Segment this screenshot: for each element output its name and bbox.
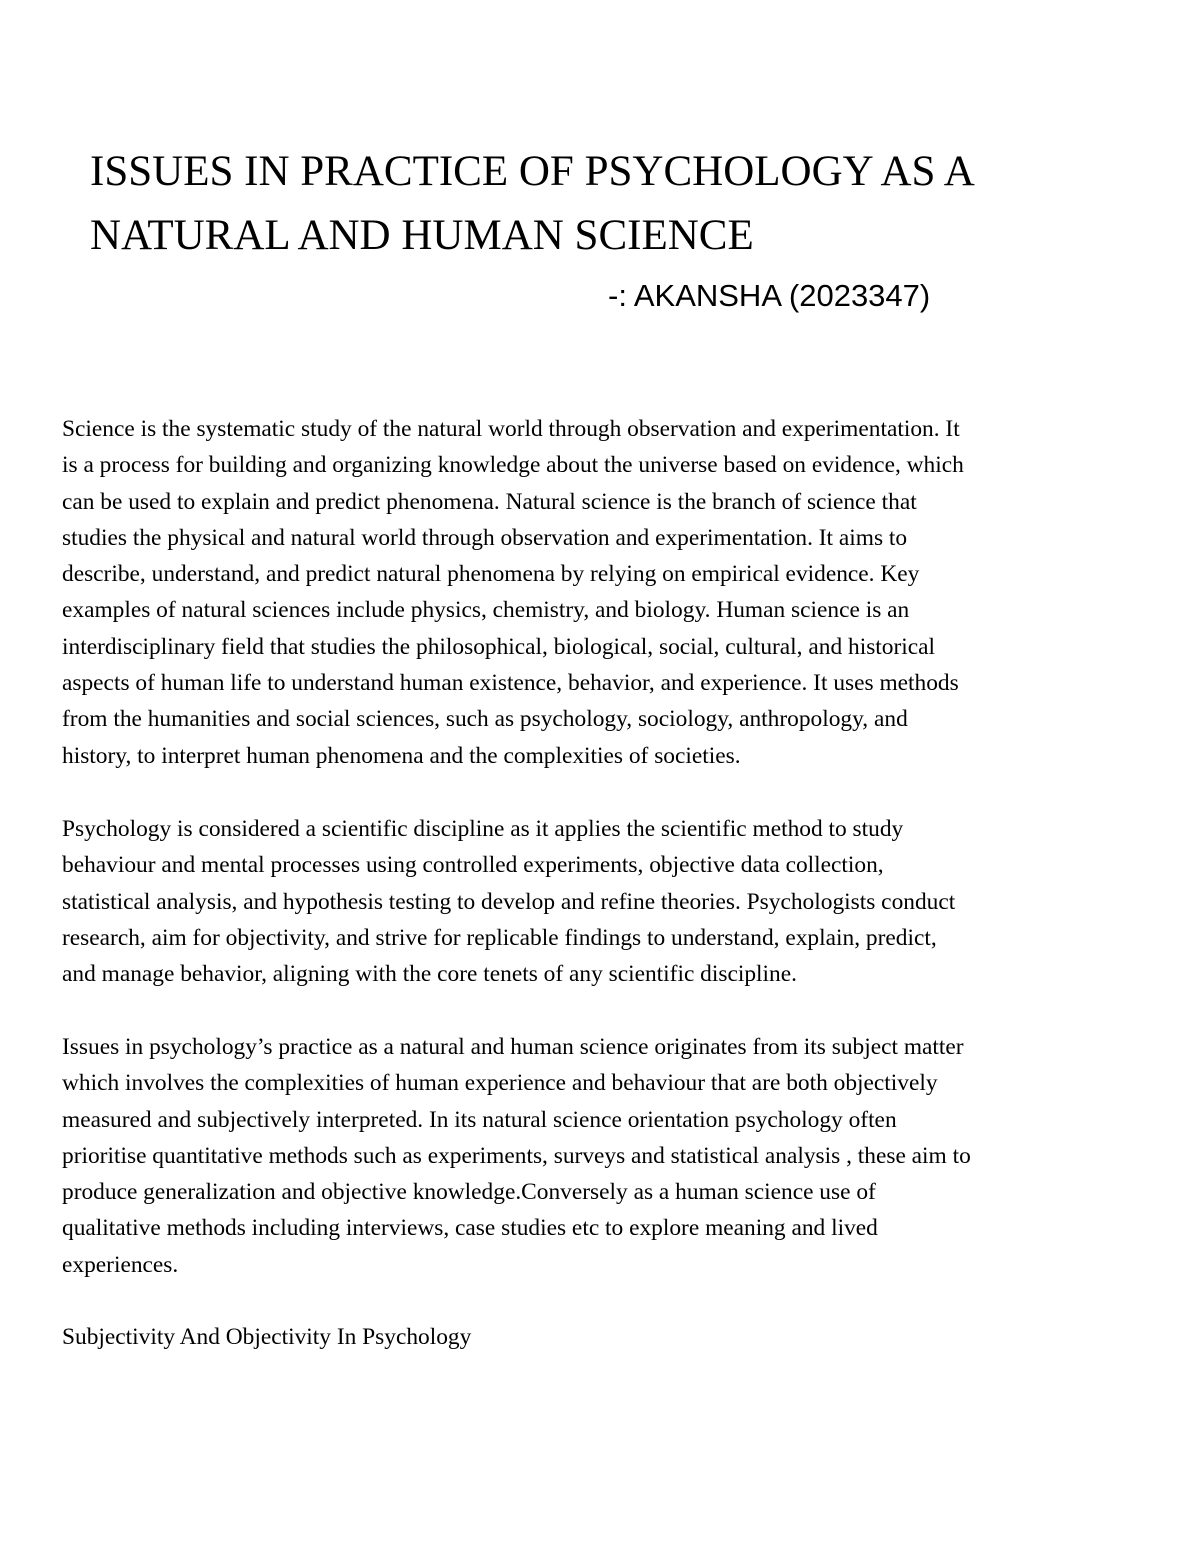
paragraph-line: interdisciplinary field that studies the philosophical, biological, social, cultural, and historical xyxy=(62,633,936,660)
paragraph-line: research, aim for objectivity, and strive for replicable findings to understand, explain, predict, xyxy=(62,924,937,951)
paragraph-line: prioritise quantitative methods such as experiments, surveys and statistical analysis , these aim to xyxy=(62,1142,971,1169)
paragraph-line: which involves the complexities of human experience and behaviour that are both objectively xyxy=(62,1070,938,1097)
paragraph-line: Science is the systematic study of the natural world through observation and experimentation. It xyxy=(62,416,960,442)
paragraph-line: from the humanities and social sciences, such as psychology, sociology, anthropology, and xyxy=(62,706,908,733)
paragraph-line: experiences. xyxy=(62,1251,179,1278)
paragraph-line: and manage behavior, aligning with the core tenets of any scientific discipline. xyxy=(62,961,797,988)
paragraph-line: can be used to explain and predict phenomena. Natural science is the branch of science that xyxy=(62,488,917,515)
paragraph-line: produce generalization and objective knowledge.Conversely as a human science use of xyxy=(62,1179,876,1206)
paragraph-line: aspects of human life to understand human existence, behavior, and experience. It uses methods xyxy=(62,670,959,697)
paragraph-line: examples of natural sciences include physics, chemistry, and biology. Human science is an xyxy=(62,597,910,624)
paragraph-line: describe, understand, and predict natural phenomena by relying on empirical evidence. Key xyxy=(62,561,920,588)
paragraph-line: history, to interpret human phenomena and the complexities of societies. xyxy=(62,742,741,769)
title-line: ISSUES IN PRACTICE OF PSYCHOLOGY AS A xyxy=(90,148,975,195)
paragraph-line: Psychology is considered a scientific discipline as it applies the scientific method to study xyxy=(62,816,904,842)
paragraph-line: Issues in psychology’s practice as a natural and human science originates from its subject matter xyxy=(62,1034,964,1060)
section-heading-text: Subjectivity And Objectivity In Psychology xyxy=(62,1324,472,1350)
paragraph-line: statistical analysis, and hypothesis testing to develop and refine theories. Psychologists conduct xyxy=(62,888,956,915)
title-line: NATURAL AND HUMAN SCIENCE xyxy=(90,212,754,259)
paragraph-line: is a process for building and organizing knowledge about the universe based on evidence, which xyxy=(62,452,964,479)
section-heading xyxy=(62,1319,1152,1355)
document-title xyxy=(90,140,1150,268)
paragraph-line: qualitative methods including interviews, case studies etc to explore meaning and lived xyxy=(62,1215,878,1242)
paragraph-issues-in-practice xyxy=(62,1029,1152,1283)
author-line: -: AKANSHA (2023347) xyxy=(608,278,931,313)
paragraph-science-definition xyxy=(62,411,1152,774)
paragraph-line: studies the physical and natural world through observation and experimentation. It aims to xyxy=(62,524,908,551)
paragraph-psychology-discipline xyxy=(62,811,1152,992)
paragraph-line: measured and subjectively interpreted. In its natural science orientation psychology often xyxy=(62,1106,897,1133)
paragraph-line: behaviour and mental processes using controlled experiments, objective data collection, xyxy=(62,852,884,879)
